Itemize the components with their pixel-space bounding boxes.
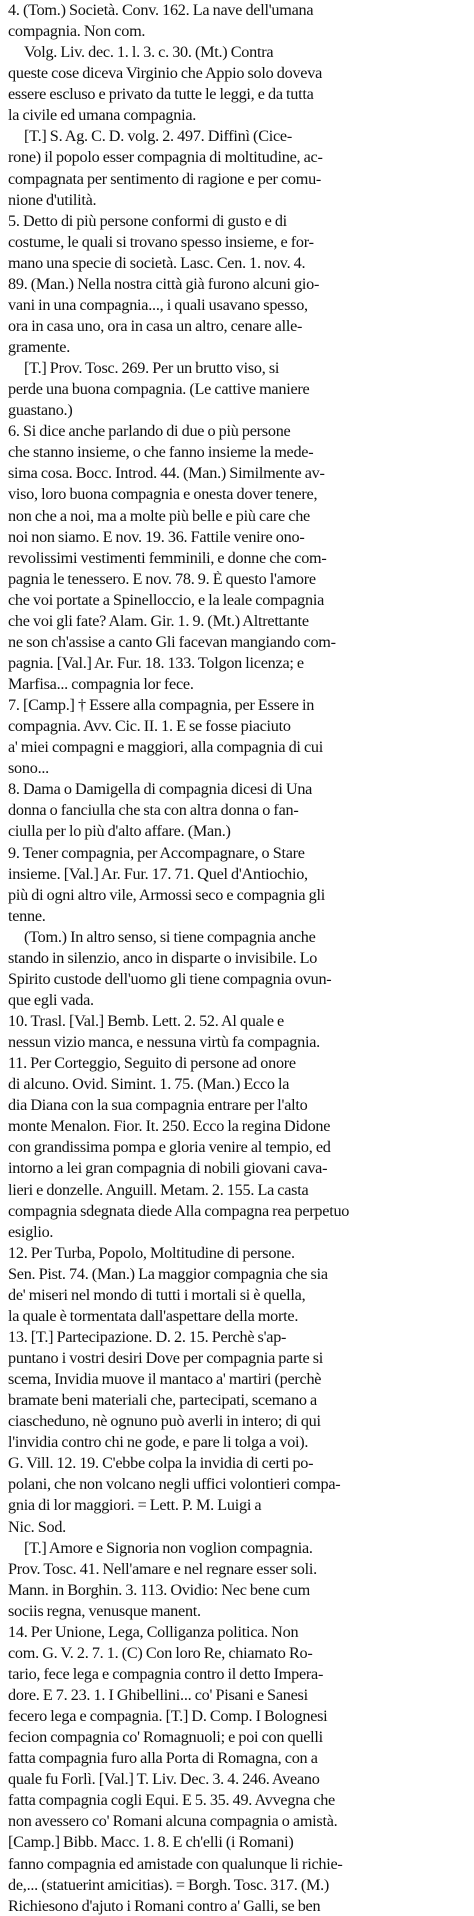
text-line: Spirito custode dell'uomo gli tiene compagnia ovun- bbox=[8, 970, 332, 988]
text-line: ne son ch'assise a canto Gli facevan mangiando com- bbox=[8, 633, 336, 651]
text-line: Mann. in Borghin. 3. 113. Ovidio: Nec bene cum bbox=[8, 1581, 310, 1599]
text-line: bramate beni materiali che, partecipati, scemano a bbox=[8, 1392, 317, 1410]
text-line: scema, Invidia muove il mantaco a' martiri (perchè bbox=[8, 1371, 322, 1389]
text-line: di alcuno. Ovid. Simint. 1. 75. (Man.) Ecco la bbox=[8, 1076, 290, 1094]
text-line: che stanno insieme, o che fanno insieme la mede- bbox=[8, 444, 314, 462]
text-line: quale fu Forlì. [Val.] T. Liv. Dec. 3. 4. 246. Aveano bbox=[8, 1771, 320, 1789]
text-line: tario, fece lega e compagnia contro il detto Impera- bbox=[8, 1665, 324, 1683]
text-line: viso, loro buona compagnia e onesta dover tenere, bbox=[8, 486, 318, 504]
text-line: vani in una compagnia..., i quali usavano spesso, bbox=[8, 296, 308, 314]
text-line: 10. Trasl. [Val.] Bemb. Lett. 2. 52. Al quale e bbox=[8, 1013, 284, 1030]
text-line: monte Menalon. Fior. It. 250. Ecco la regina Didone bbox=[8, 1118, 331, 1136]
text-line: sima cosa. Bocc. Introd. 44. (Man.) Similmente av- bbox=[8, 465, 325, 483]
text-line: Nic. Sod. bbox=[8, 1518, 66, 1536]
text-line: puntano i vostri desiri Dove per compagnia parte si bbox=[8, 1350, 324, 1367]
text-line: queste cose diceva Virginio che Appio solo doveva bbox=[8, 65, 322, 83]
text-line: guastano.) bbox=[8, 402, 73, 420]
text-line: non avessero co' Romani alcuna compagnia o amistà. bbox=[8, 1813, 338, 1831]
text-line: intorno a lei gran compagnia di nobili giovani cava- bbox=[8, 1160, 328, 1178]
text-line: mano una specie di società. Lasc. Cen. 1. nov. 4. bbox=[8, 254, 306, 272]
text-line: costume, le quali si trovano spesso insieme, e for- bbox=[8, 233, 314, 251]
text-line: [T.] Prov. Tosc. 269. Per un brutto viso, si bbox=[24, 360, 280, 378]
text-line: fecion compagnia co' Romagnuoli; e poi con quelli bbox=[8, 1729, 323, 1747]
text-line: compagnia. Non com. bbox=[8, 23, 146, 41]
text-line: 11. Per Corteggio, Seguito di persone ad onore bbox=[8, 1055, 296, 1073]
text-line: fatta compagnia cogli Equi. E 5. 35. 49. Avvegna che bbox=[8, 1792, 335, 1810]
text-line: ciulla per lo più d'alto affare. (Man.) bbox=[8, 823, 231, 841]
text-line: nione d'utilità. bbox=[8, 191, 97, 209]
text-line: fecero lega e compagnia. [T.] D. Comp. I Bolognesi bbox=[8, 1708, 328, 1726]
text-line: che voi gli fate? Alam. Gir. 1. 9. (Mt.) Altrettante bbox=[8, 612, 309, 630]
text-line: non che a noi, ma a molte più belle e più care che bbox=[8, 507, 310, 525]
text-line: 6. Si dice anche parlando di due o più persone bbox=[8, 423, 291, 441]
text-line: 14. Per Unione, Lega, Colliganza politica. Non bbox=[8, 1623, 299, 1641]
text-line: stando in silenzio, anco in disparte o invisibile. Lo bbox=[8, 949, 318, 967]
text-line: G. Vill. 12. 19. C'ebbe colpa la invidia di certi po- bbox=[8, 1455, 314, 1473]
text-line: 12. Per Turba, Popolo, Moltitudine di persone. bbox=[8, 1244, 295, 1262]
text-line: essere escluso e privato da tutte le leggi, e da tutta bbox=[8, 86, 314, 104]
text-line: ciascheduno, nè ognuno può averli in intero; di qui bbox=[8, 1413, 321, 1431]
text-line: sono... bbox=[8, 760, 49, 778]
text-line: com. G. V. 2. 7. 1. (C) Con loro Re, chiamato Ro- bbox=[8, 1644, 313, 1662]
text-line: fanno compagnia ed amistade con qualunque li richie- bbox=[8, 1855, 343, 1873]
text-line: insieme. [Val.] Ar. Fur. 17. 71. Quel d'Antiochio, bbox=[8, 865, 308, 883]
text-line: [T.] Amore e Signoria non voglion compagnia. bbox=[24, 1539, 313, 1557]
text-line: Volg. Liv. dec. 1. l. 3. c. 30. (Mt.) Contra bbox=[24, 44, 274, 62]
text-line: [T.] S. Ag. C. D. volg. 2. 497. Diffinì (Cice- bbox=[24, 128, 293, 146]
text-line: de,... (statuerint amicitias). = Borgh. Tosc. 317. (M.) bbox=[8, 1876, 330, 1894]
text-line: noi non siamo. E nov. 19. 36. Fattile venire ono- bbox=[8, 528, 305, 546]
text-line: Prov. Tosc. 41. Nell'amare e nel regnare esser soli. bbox=[8, 1560, 317, 1578]
text-line: 13. [T.] Partecipazione. D. 2. 15. Perchè s'ap- bbox=[8, 1328, 287, 1346]
text-line: (Tom.) In altro senso, si tiene compagnia anche bbox=[24, 928, 316, 946]
text-line: 4. (Tom.) Società. Conv. 162. La nave dell'umana bbox=[8, 2, 314, 19]
text-line: 7. [Camp.] † Essere alla compagnia, per Essere in bbox=[8, 697, 315, 715]
text-line: revolissimi vestimenti femminili, e donne che com- bbox=[8, 549, 327, 567]
text-line: più di ogni altro vile, Armossi seco e compagnia gli bbox=[8, 886, 325, 904]
entry-column bbox=[8, 2, 468, 1916]
text-line: polani, che non volcano negli uffici volontieri compa- bbox=[8, 1476, 341, 1494]
text-line: nessun vizio manca, e nessuna virtù fa compagnia. bbox=[8, 1034, 320, 1052]
text-line: pagnia le tenessero. E nov. 78. 9. È questo l'amore bbox=[8, 570, 316, 588]
text-line: l'invidia contro chi ne gode, e pare li tolga a voi). bbox=[8, 1434, 309, 1452]
text-line: 5. Detto di più persone conformi di gusto e di bbox=[8, 212, 287, 230]
text-line: 8. Dama o Damigella di compagnia dicesi di Una bbox=[8, 781, 313, 799]
text-line: compagnia sdegnata diede Alla compagna rea perpetuo bbox=[8, 1202, 350, 1220]
text-line: compagnia. Avv. Cic. II. 1. E se fosse piaciuto bbox=[8, 718, 291, 736]
text-line: rone) il popolo esser compagnia di moltitudine, ac- bbox=[8, 149, 323, 167]
text-line: lieri e donzelle. Anguill. Metam. 2. 155. La casta bbox=[8, 1181, 309, 1199]
text-line: fatta compagnia furo alla Porta di Romagna, con a bbox=[8, 1750, 318, 1768]
text-line: la quale è tormentata dall'aspettare della morte. bbox=[8, 1307, 299, 1325]
text-line: que egli vada. bbox=[8, 991, 94, 1009]
text-line: esiglio. bbox=[8, 1223, 54, 1241]
text-line: a' miei compagni e maggiori, alla compagnia di cui bbox=[8, 739, 324, 757]
text-line: [Camp.] Bibb. Macc. 1. 8. E ch'elli (i Romani) bbox=[8, 1834, 294, 1852]
text-line: gramente. bbox=[8, 339, 71, 356]
text-line: sociis regna, venusque manent. bbox=[8, 1602, 201, 1620]
text-line: dore. E 7. 23. 1. I Ghibellini... co' Pisani e Sanesi bbox=[8, 1687, 308, 1704]
text-line: Richiesono d'ajuto i Romani contro a' Galli, se ben bbox=[8, 1897, 321, 1915]
text-line: 9. Tener compagnia, per Accompagnare, o Stare bbox=[8, 844, 305, 862]
text-line: ora in casa uno, ora in casa un altro, cenare alle- bbox=[8, 317, 303, 335]
text-line: compagnata per sentimento di ragione e per comu- bbox=[8, 170, 322, 188]
text-line: dia Diana con la sua compagnia entrare per l'alto bbox=[8, 1097, 308, 1115]
text-line: pagnia. [Val.] Ar. Fur. 18. 133. Tolgon licenza; e bbox=[8, 654, 304, 672]
text-line: de' miseri nel mondo di tutti i mortali si è quella, bbox=[8, 1286, 306, 1304]
text-line: tenne. bbox=[8, 907, 46, 925]
text-line: Sen. Pist. 74. (Man.) La maggior compagnia che sia bbox=[8, 1265, 328, 1283]
text-line: la civile ed umana compagnia. bbox=[8, 107, 197, 125]
text-line: donna o fanciulla che sta con altra donna o fan- bbox=[8, 802, 299, 820]
text-line: 89. (Man.) Nella nostra città già furono alcuni gio- bbox=[8, 275, 320, 293]
text-line: gnia di lor maggiori. = Lett. P. M. Luigi a bbox=[8, 1497, 262, 1515]
text-line: che voi portate a Spinelloccio, e la leale compagnia bbox=[8, 591, 325, 609]
text-line: perde una buona compagnia. (Le cattive maniere bbox=[8, 381, 310, 399]
text-line: con grandissima pompa e gloria venire al tempio, ed bbox=[8, 1139, 331, 1157]
text-line: Marfisa... compagnia lor fece. bbox=[8, 676, 194, 693]
